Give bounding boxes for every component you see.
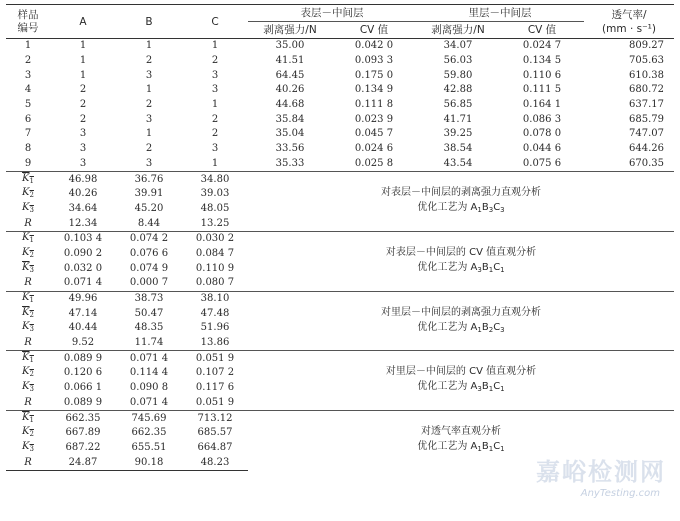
table-cell: 3 (211, 69, 219, 81)
analysis-cell: 0.089 9 (50, 351, 116, 366)
analysis-cell: 0.090 8 (129, 382, 169, 394)
analysis-cell: 0.076 6 (129, 247, 169, 259)
analysis-note (248, 231, 674, 291)
table-cell: 2 (24, 55, 32, 67)
header-permeability-label: 透气率/ (611, 8, 647, 21)
analysis-row-label: $K_3$ (22, 201, 34, 214)
table-cell: 1 (145, 128, 153, 140)
table-cell: 0.111 8 (354, 99, 394, 111)
analysis-note-title: 对里层－中间层的 CV 值直观分析 (385, 366, 537, 378)
analysis-cell: 0.071 4 (63, 277, 103, 289)
table-cell: 42.88 (443, 84, 473, 96)
analysis-row (6, 231, 674, 246)
analysis-cell: 40.26 (68, 188, 98, 200)
analysis-row-label: $K_3$ (22, 321, 34, 334)
table-cell: 670.35 (629, 157, 664, 169)
analysis-cell: 51.96 (200, 322, 230, 334)
table-cell: 680.72 (629, 84, 664, 96)
analysis-row-label: $K_1$ (6, 172, 50, 187)
analysis-cell: 49.96 (50, 291, 116, 306)
analysis-cell: 662.35 (50, 411, 116, 426)
table-cell: 43.54 (443, 157, 473, 169)
analysis-row-label: $K_2$ (22, 306, 34, 319)
analysis-cell: 38.10 (182, 291, 248, 306)
table-cell: 3 (79, 128, 87, 140)
table-cell: 2 (145, 55, 153, 67)
table-cell: 0.093 3 (354, 55, 394, 67)
analysis-cell: 655.51 (131, 441, 167, 453)
table-cell: 0.023 9 (354, 113, 394, 125)
analysis-cell: 9.52 (71, 337, 95, 349)
table-cell: 3 (79, 143, 87, 155)
table-cell: 809.27 (629, 40, 664, 52)
header-sample-label: 样品编号 (17, 8, 39, 34)
analysis-note (248, 172, 674, 232)
analysis-cell: 13.86 (200, 337, 230, 349)
table-cell: 3 (211, 84, 219, 96)
analysis-row (6, 351, 674, 366)
table-cell: 0.086 3 (522, 113, 562, 125)
table-cell: 2 (79, 84, 87, 96)
table-cell: 35.84 (275, 113, 305, 125)
table-row (6, 112, 674, 127)
analysis-cell: 11.74 (134, 337, 164, 349)
analysis-cell: 13.25 (200, 217, 230, 229)
analysis-cell: 34.64 (68, 202, 98, 214)
analysis-cell: 0.110 9 (195, 262, 235, 274)
table-body (6, 39, 674, 471)
table-cell: 59.80 (443, 69, 473, 81)
table-cell: 44.68 (275, 99, 305, 111)
analysis-cell: 662.35 (131, 427, 167, 439)
analysis-row-label: $K_3$ (22, 261, 34, 274)
analysis-cell: 48.23 (182, 455, 248, 470)
table-cell: 1 (211, 99, 219, 111)
table-cell: 0.075 6 (522, 157, 562, 169)
table-cell: 8 (24, 143, 32, 155)
table-cell: 1 (79, 55, 87, 67)
table-cell: 685.79 (629, 113, 664, 125)
analysis-cell: 39.03 (200, 188, 230, 200)
analysis-cell: 50.47 (134, 307, 164, 319)
analysis-cell: 0.066 1 (63, 382, 103, 394)
analysis-cell: 34.80 (182, 172, 248, 187)
header-factor-b: B (116, 5, 182, 39)
table-cell: 0.110 6 (522, 69, 562, 81)
analysis-row-label: R (6, 455, 50, 470)
analysis-cell: 0.107 2 (195, 367, 235, 379)
analysis-row (6, 172, 674, 187)
analysis-note-optimum: 优化工艺为 $A_3B_1C_1$ (417, 381, 505, 394)
table-cell: 41.71 (443, 113, 473, 125)
table-cell: 0.044 6 (522, 143, 562, 155)
table-cell: 56.03 (443, 55, 473, 67)
table-row (6, 98, 674, 113)
table-cell: 1 (79, 69, 87, 81)
analysis-cell: 664.87 (197, 441, 233, 453)
table-cell: 3 (145, 69, 153, 81)
table-cell: 1 (24, 40, 32, 52)
table-cell: 0.078 0 (522, 128, 562, 140)
analysis-cell: 0.071 4 (116, 351, 182, 366)
table-cell: 9 (24, 157, 32, 169)
orthogonal-experiment-table (6, 4, 674, 471)
analysis-cell: 90.18 (116, 455, 182, 470)
table-cell: 1 (145, 84, 153, 96)
table-cell: 0.024 6 (354, 143, 394, 155)
table-cell: 5 (24, 99, 32, 111)
analysis-cell: 12.34 (68, 217, 98, 229)
table-cell: 3 (211, 143, 219, 155)
header-permeability (584, 5, 674, 39)
analysis-row-label: R (24, 337, 32, 349)
analysis-note-optimum: 优化工艺为 $A_1B_3C_3$ (417, 202, 505, 215)
header-factor-a: A (50, 5, 116, 39)
analysis-cell: 39.91 (134, 188, 164, 200)
watermark-site: 嘉峪检测网 (536, 458, 666, 486)
header-cv-inner: CV 值 (500, 22, 584, 39)
analysis-note-optimum: 优化工艺为 $A_3B_1C_1$ (417, 261, 505, 274)
analysis-cell: 0.090 2 (63, 247, 103, 259)
analysis-row-label: $K_3$ (22, 440, 34, 453)
analysis-cell: 0.103 4 (50, 231, 116, 246)
analysis-cell: 745.69 (116, 411, 182, 426)
header-peel-surface: 剥离强力/N (248, 22, 332, 39)
analysis-row-label: R (24, 277, 32, 289)
analysis-cell: 40.44 (68, 322, 98, 334)
table-cell: 3 (145, 157, 153, 169)
analysis-row-label: $K_2$ (22, 187, 34, 200)
table-cell: 637.17 (629, 99, 664, 111)
table-cell: 2 (79, 99, 87, 111)
analysis-cell: 46.98 (50, 172, 116, 187)
analysis-cell: 38.73 (116, 291, 182, 306)
analysis-cell: 0.117 6 (195, 382, 235, 394)
table-cell: 0.111 5 (522, 84, 562, 96)
analysis-row-label: $K_1$ (6, 351, 50, 366)
table-row (6, 83, 674, 98)
analysis-cell: 0.120 6 (63, 367, 103, 379)
analysis-note-title: 对表层－中间层的 CV 值直观分析 (385, 246, 537, 258)
analysis-note (248, 291, 674, 351)
table-cell: 56.85 (443, 99, 473, 111)
analysis-cell: 0.030 2 (182, 231, 248, 246)
table-cell: 3 (79, 157, 87, 169)
table-row (6, 127, 674, 142)
analysis-note-title: 对表层－中间层的剥离强力直观分析 (381, 187, 541, 199)
table-cell: 3 (24, 69, 32, 81)
header-peel-inner: 剥离强力/N (416, 22, 500, 39)
table-cell: 0.024 7 (522, 40, 562, 52)
table-cell: 2 (145, 99, 153, 111)
analysis-cell: 685.57 (197, 427, 233, 439)
watermark-url: AnyTesting.com (580, 488, 660, 499)
header-row-1 (6, 5, 674, 22)
analysis-cell: 713.12 (182, 411, 248, 426)
analysis-cell: 48.35 (134, 322, 164, 334)
analysis-note-title: 对里层－中间层的剥离强力直观分析 (381, 306, 541, 318)
table-cell: 2 (79, 113, 87, 125)
analysis-cell: 8.44 (137, 217, 161, 229)
table-cell: 38.54 (443, 143, 473, 155)
table-cell: 4 (24, 84, 32, 96)
table-row (6, 142, 674, 157)
analysis-row-label: $K_3$ (22, 381, 34, 394)
table-cell: 33.56 (275, 143, 305, 155)
table-cell: 0.045 7 (354, 128, 394, 140)
table-row (6, 39, 674, 54)
analysis-cell: 0.074 2 (116, 231, 182, 246)
table-cell: 0.164 1 (522, 99, 562, 111)
table-cell: 0.042 0 (354, 40, 394, 52)
table-cell: 610.38 (629, 69, 664, 81)
analysis-note-title: 对透气率直观分析 (421, 426, 501, 438)
analysis-cell: 0.000 7 (129, 277, 169, 289)
analysis-cell: 0.084 7 (195, 247, 235, 259)
table-cell: 1 (211, 40, 219, 52)
table-cell: 40.26 (275, 84, 305, 96)
header-group-inner: 里层－中间层 (416, 5, 584, 22)
analysis-cell: 36.76 (116, 172, 182, 187)
table-row (6, 54, 674, 69)
table-cell: 2 (211, 128, 219, 140)
header-cv-surface: CV 值 (332, 22, 416, 39)
analysis-cell: 0.051 9 (195, 396, 235, 408)
table-cell: 64.45 (275, 69, 305, 81)
analysis-row-label: $K_2$ (22, 426, 34, 439)
analysis-cell: 47.14 (68, 307, 98, 319)
analysis-cell: 667.89 (65, 427, 101, 439)
table-cell: 0.134 5 (522, 55, 562, 67)
table-cell: 3 (145, 113, 153, 125)
table-cell: 35.04 (275, 128, 305, 140)
analysis-row (6, 411, 674, 426)
analysis-cell: 24.87 (50, 455, 116, 470)
table-cell: 0.175 0 (354, 69, 394, 81)
table-cell: 39.25 (443, 128, 473, 140)
analysis-row-label: $K_1$ (6, 411, 50, 426)
header-permeability-unit: (mm · s⁻¹) (602, 22, 656, 35)
analysis-row-label: R (24, 217, 32, 229)
analysis-row-label: R (24, 396, 32, 408)
analysis-row-label: $K_2$ (22, 366, 34, 379)
table-row (6, 157, 674, 172)
table-cell: 0.134 9 (354, 84, 394, 96)
header-factor-c: C (182, 5, 248, 39)
table-cell: 2 (211, 55, 219, 67)
table-cell: 35.33 (275, 157, 305, 169)
analysis-cell: 47.48 (200, 307, 230, 319)
table-row (6, 68, 674, 83)
analysis-cell: 0.051 9 (182, 351, 248, 366)
analysis-cell: 0.032 0 (63, 262, 103, 274)
header-sample (6, 5, 50, 39)
table-cell: 705.63 (629, 55, 664, 67)
analysis-cell: 687.22 (65, 441, 101, 453)
table-cell: 1 (79, 40, 87, 52)
header-group-surface: 表层－中间层 (248, 5, 416, 22)
analysis-row (6, 291, 674, 306)
table-cell: 34.07 (443, 40, 473, 52)
table-cell: 7 (24, 128, 32, 140)
analysis-cell: 0.089 9 (63, 396, 103, 408)
analysis-cell: 48.05 (200, 202, 230, 214)
analysis-cell: 0.080 7 (195, 277, 235, 289)
table-cell: 2 (211, 113, 219, 125)
table-cell: 644.26 (629, 143, 664, 155)
analysis-cell: 45.20 (134, 202, 164, 214)
analysis-cell: 0.074 9 (129, 262, 169, 274)
analysis-row-label: $K_1$ (6, 291, 50, 306)
table-cell: 35.00 (275, 40, 305, 52)
analysis-note (248, 351, 674, 411)
table-cell: 2 (145, 143, 153, 155)
analysis-row-label: $K_1$ (6, 231, 50, 246)
table-cell: 1 (145, 40, 153, 52)
table-cell: 747.07 (629, 128, 664, 140)
table-cell: 0.025 8 (354, 157, 394, 169)
analysis-note-optimum: 优化工艺为 $A_1B_1C_1$ (417, 441, 505, 454)
analysis-cell: 0.114 4 (129, 367, 169, 379)
table-container (6, 4, 674, 471)
analysis-note-optimum: 优化工艺为 $A_1B_2C_3$ (417, 321, 505, 334)
table-cell: 1 (211, 157, 219, 169)
table-cell: 6 (24, 113, 32, 125)
table-cell: 41.51 (275, 55, 305, 67)
analysis-row-label: $K_2$ (22, 246, 34, 259)
analysis-cell: 0.071 4 (129, 396, 169, 408)
